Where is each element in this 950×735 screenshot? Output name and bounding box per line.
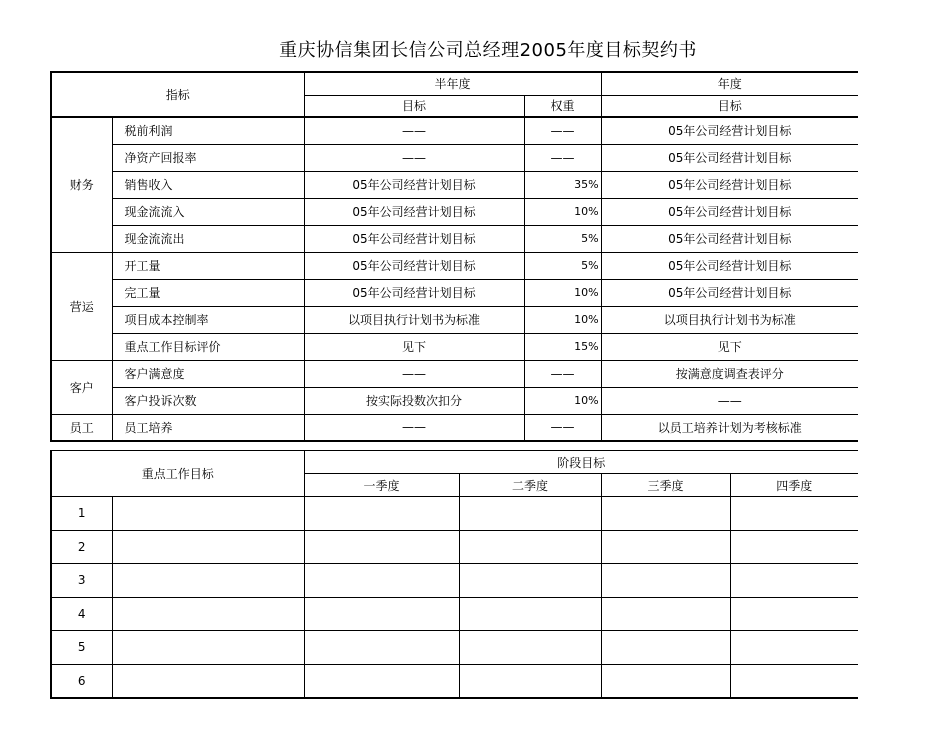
- key-work-row: [51, 664, 858, 698]
- half-target-cell: 05年公司经营计划目标: [304, 252, 524, 279]
- indicator-item: 客户满意度: [112, 360, 304, 387]
- row-number: 5: [51, 631, 112, 665]
- table-row: [51, 360, 858, 387]
- quarter-3-cell[interactable]: [601, 597, 730, 631]
- year-target-cell: 以项目执行计划书为标准: [601, 306, 858, 333]
- year-target-cell: 按满意度调查表评分: [601, 360, 858, 387]
- year-target-cell: 以员工培养计划为考核标准: [601, 414, 858, 441]
- row-number: 6: [51, 664, 112, 698]
- key-work-cell[interactable]: [112, 530, 304, 564]
- table-row: [51, 333, 858, 360]
- group-customer: 客户: [51, 360, 112, 414]
- group-staff: 员工: [51, 414, 112, 441]
- key-work-cell[interactable]: [112, 664, 304, 698]
- table-row: [51, 225, 858, 252]
- quarter-3-cell[interactable]: [601, 564, 730, 598]
- quarter-4-cell[interactable]: [730, 597, 858, 631]
- key-work-table: [50, 450, 858, 699]
- weight-cell: ——: [524, 360, 601, 387]
- stage-target-header: 阶段目标: [304, 451, 858, 474]
- weight-cell: ——: [524, 117, 601, 144]
- row-number: 1: [51, 497, 112, 531]
- indicator-item: 客户投诉次数: [112, 387, 304, 414]
- year-target-cell: 05年公司经营计划目标: [601, 117, 858, 144]
- half-year-header: 半年度: [304, 72, 601, 95]
- key-work-row: [51, 597, 858, 631]
- key-work-row: [51, 564, 858, 598]
- year-header: 年度: [601, 72, 858, 95]
- key-work-cell[interactable]: [112, 497, 304, 531]
- quarter-1-cell[interactable]: [304, 597, 459, 631]
- weight-cell: 10%: [524, 198, 601, 225]
- year-target-cell: 05年公司经营计划目标: [601, 279, 858, 306]
- group-operation: 营运: [51, 252, 112, 360]
- year-target-cell: 05年公司经营计划目标: [601, 144, 858, 171]
- key-work-row: [51, 530, 858, 564]
- weight-cell: 15%: [524, 333, 601, 360]
- indicator-item: 项目成本控制率: [112, 306, 304, 333]
- table-row: [51, 198, 858, 225]
- indicator-item: 销售收入: [112, 171, 304, 198]
- key-work-cell[interactable]: [112, 631, 304, 665]
- quarter-1-header: 一季度: [304, 474, 459, 497]
- quarter-4-cell[interactable]: [730, 631, 858, 665]
- table-row: [51, 117, 858, 144]
- key-work-cell[interactable]: [112, 564, 304, 598]
- quarter-3-cell[interactable]: [601, 497, 730, 531]
- half-target-cell: 05年公司经营计划目标: [304, 225, 524, 252]
- table-row: [51, 171, 858, 198]
- target-table: [50, 71, 858, 442]
- weight-cell: ——: [524, 144, 601, 171]
- row-number: 3: [51, 564, 112, 598]
- table-row: [51, 279, 858, 306]
- quarter-3-cell[interactable]: [601, 631, 730, 665]
- half-target-cell: ——: [304, 144, 524, 171]
- weight-cell: 10%: [524, 279, 601, 306]
- year-target-cell: 05年公司经营计划目标: [601, 171, 858, 198]
- weight-cell: 10%: [524, 306, 601, 333]
- quarter-3-header: 三季度: [601, 474, 730, 497]
- quarter-4-cell[interactable]: [730, 564, 858, 598]
- half-target-cell: 见下: [304, 333, 524, 360]
- quarter-4-cell[interactable]: [730, 497, 858, 531]
- quarter-1-cell[interactable]: [304, 530, 459, 564]
- table-row: [51, 306, 858, 333]
- year-target-cell: 05年公司经营计划目标: [601, 198, 858, 225]
- indicator-item: 净资产回报率: [112, 144, 304, 171]
- half-target-cell: ——: [304, 360, 524, 387]
- weight-cell: 10%: [524, 387, 601, 414]
- quarter-1-cell[interactable]: [304, 497, 459, 531]
- indicator-item: 开工量: [112, 252, 304, 279]
- row-number: 4: [51, 597, 112, 631]
- quarter-2-header: 二季度: [459, 474, 601, 497]
- quarter-1-cell[interactable]: [304, 631, 459, 665]
- year-target-cell: 05年公司经营计划目标: [601, 225, 858, 252]
- indicator-item: 完工量: [112, 279, 304, 306]
- quarter-4-cell[interactable]: [730, 664, 858, 698]
- quarter-2-cell[interactable]: [459, 530, 601, 564]
- key-work-cell[interactable]: [112, 597, 304, 631]
- year-target-cell: 见下: [601, 333, 858, 360]
- weight-cell: 5%: [524, 252, 601, 279]
- key-work-row: [51, 631, 858, 665]
- quarter-2-cell[interactable]: [459, 564, 601, 598]
- table-row: [51, 387, 858, 414]
- weight-cell: 35%: [524, 171, 601, 198]
- half-target-cell: 05年公司经营计划目标: [304, 279, 524, 306]
- indicator-header: 指标: [51, 72, 304, 117]
- weight-cell: 5%: [524, 225, 601, 252]
- row-number: 2: [51, 530, 112, 564]
- indicator-item: 现金流流出: [112, 225, 304, 252]
- page-title: 重庆协信集团长信公司总经理2005年度目标契约书: [279, 40, 697, 61]
- quarter-2-cell[interactable]: [459, 631, 601, 665]
- key-work-header: 重点工作目标: [51, 451, 304, 497]
- quarter-3-cell[interactable]: [601, 530, 730, 564]
- half-target-header: 目标: [304, 95, 524, 117]
- indicator-item: 现金流流入: [112, 198, 304, 225]
- table-row: [51, 252, 858, 279]
- indicator-item: 重点工作目标评价: [112, 333, 304, 360]
- quarter-4-cell[interactable]: [730, 530, 858, 564]
- table-row: [51, 144, 858, 171]
- indicator-item: 员工培养: [112, 414, 304, 441]
- half-target-cell: 05年公司经营计划目标: [304, 198, 524, 225]
- year-target-cell: 05年公司经营计划目标: [601, 252, 858, 279]
- key-work-row: [51, 497, 858, 531]
- quarter-1-cell[interactable]: [304, 564, 459, 598]
- weight-cell: ——: [524, 414, 601, 441]
- group-finance: 财务: [51, 117, 112, 252]
- half-target-cell: 按实际投数次扣分: [304, 387, 524, 414]
- quarter-2-cell[interactable]: [459, 497, 601, 531]
- half-target-cell: ——: [304, 414, 524, 441]
- quarter-2-cell[interactable]: [459, 597, 601, 631]
- quarter-4-header: 四季度: [730, 474, 858, 497]
- quarter-1-cell[interactable]: [304, 664, 459, 698]
- half-target-cell: 05年公司经营计划目标: [304, 171, 524, 198]
- year-target-header: 目标: [601, 95, 858, 117]
- indicator-item: 税前利润: [112, 117, 304, 144]
- weight-header: 权重: [524, 95, 601, 117]
- quarter-2-cell[interactable]: [459, 664, 601, 698]
- table-row: [51, 414, 858, 441]
- half-target-cell: ——: [304, 117, 524, 144]
- quarter-3-cell[interactable]: [601, 664, 730, 698]
- year-target-cell: ——: [601, 387, 858, 414]
- half-target-cell: 以项目执行计划书为标准: [304, 306, 524, 333]
